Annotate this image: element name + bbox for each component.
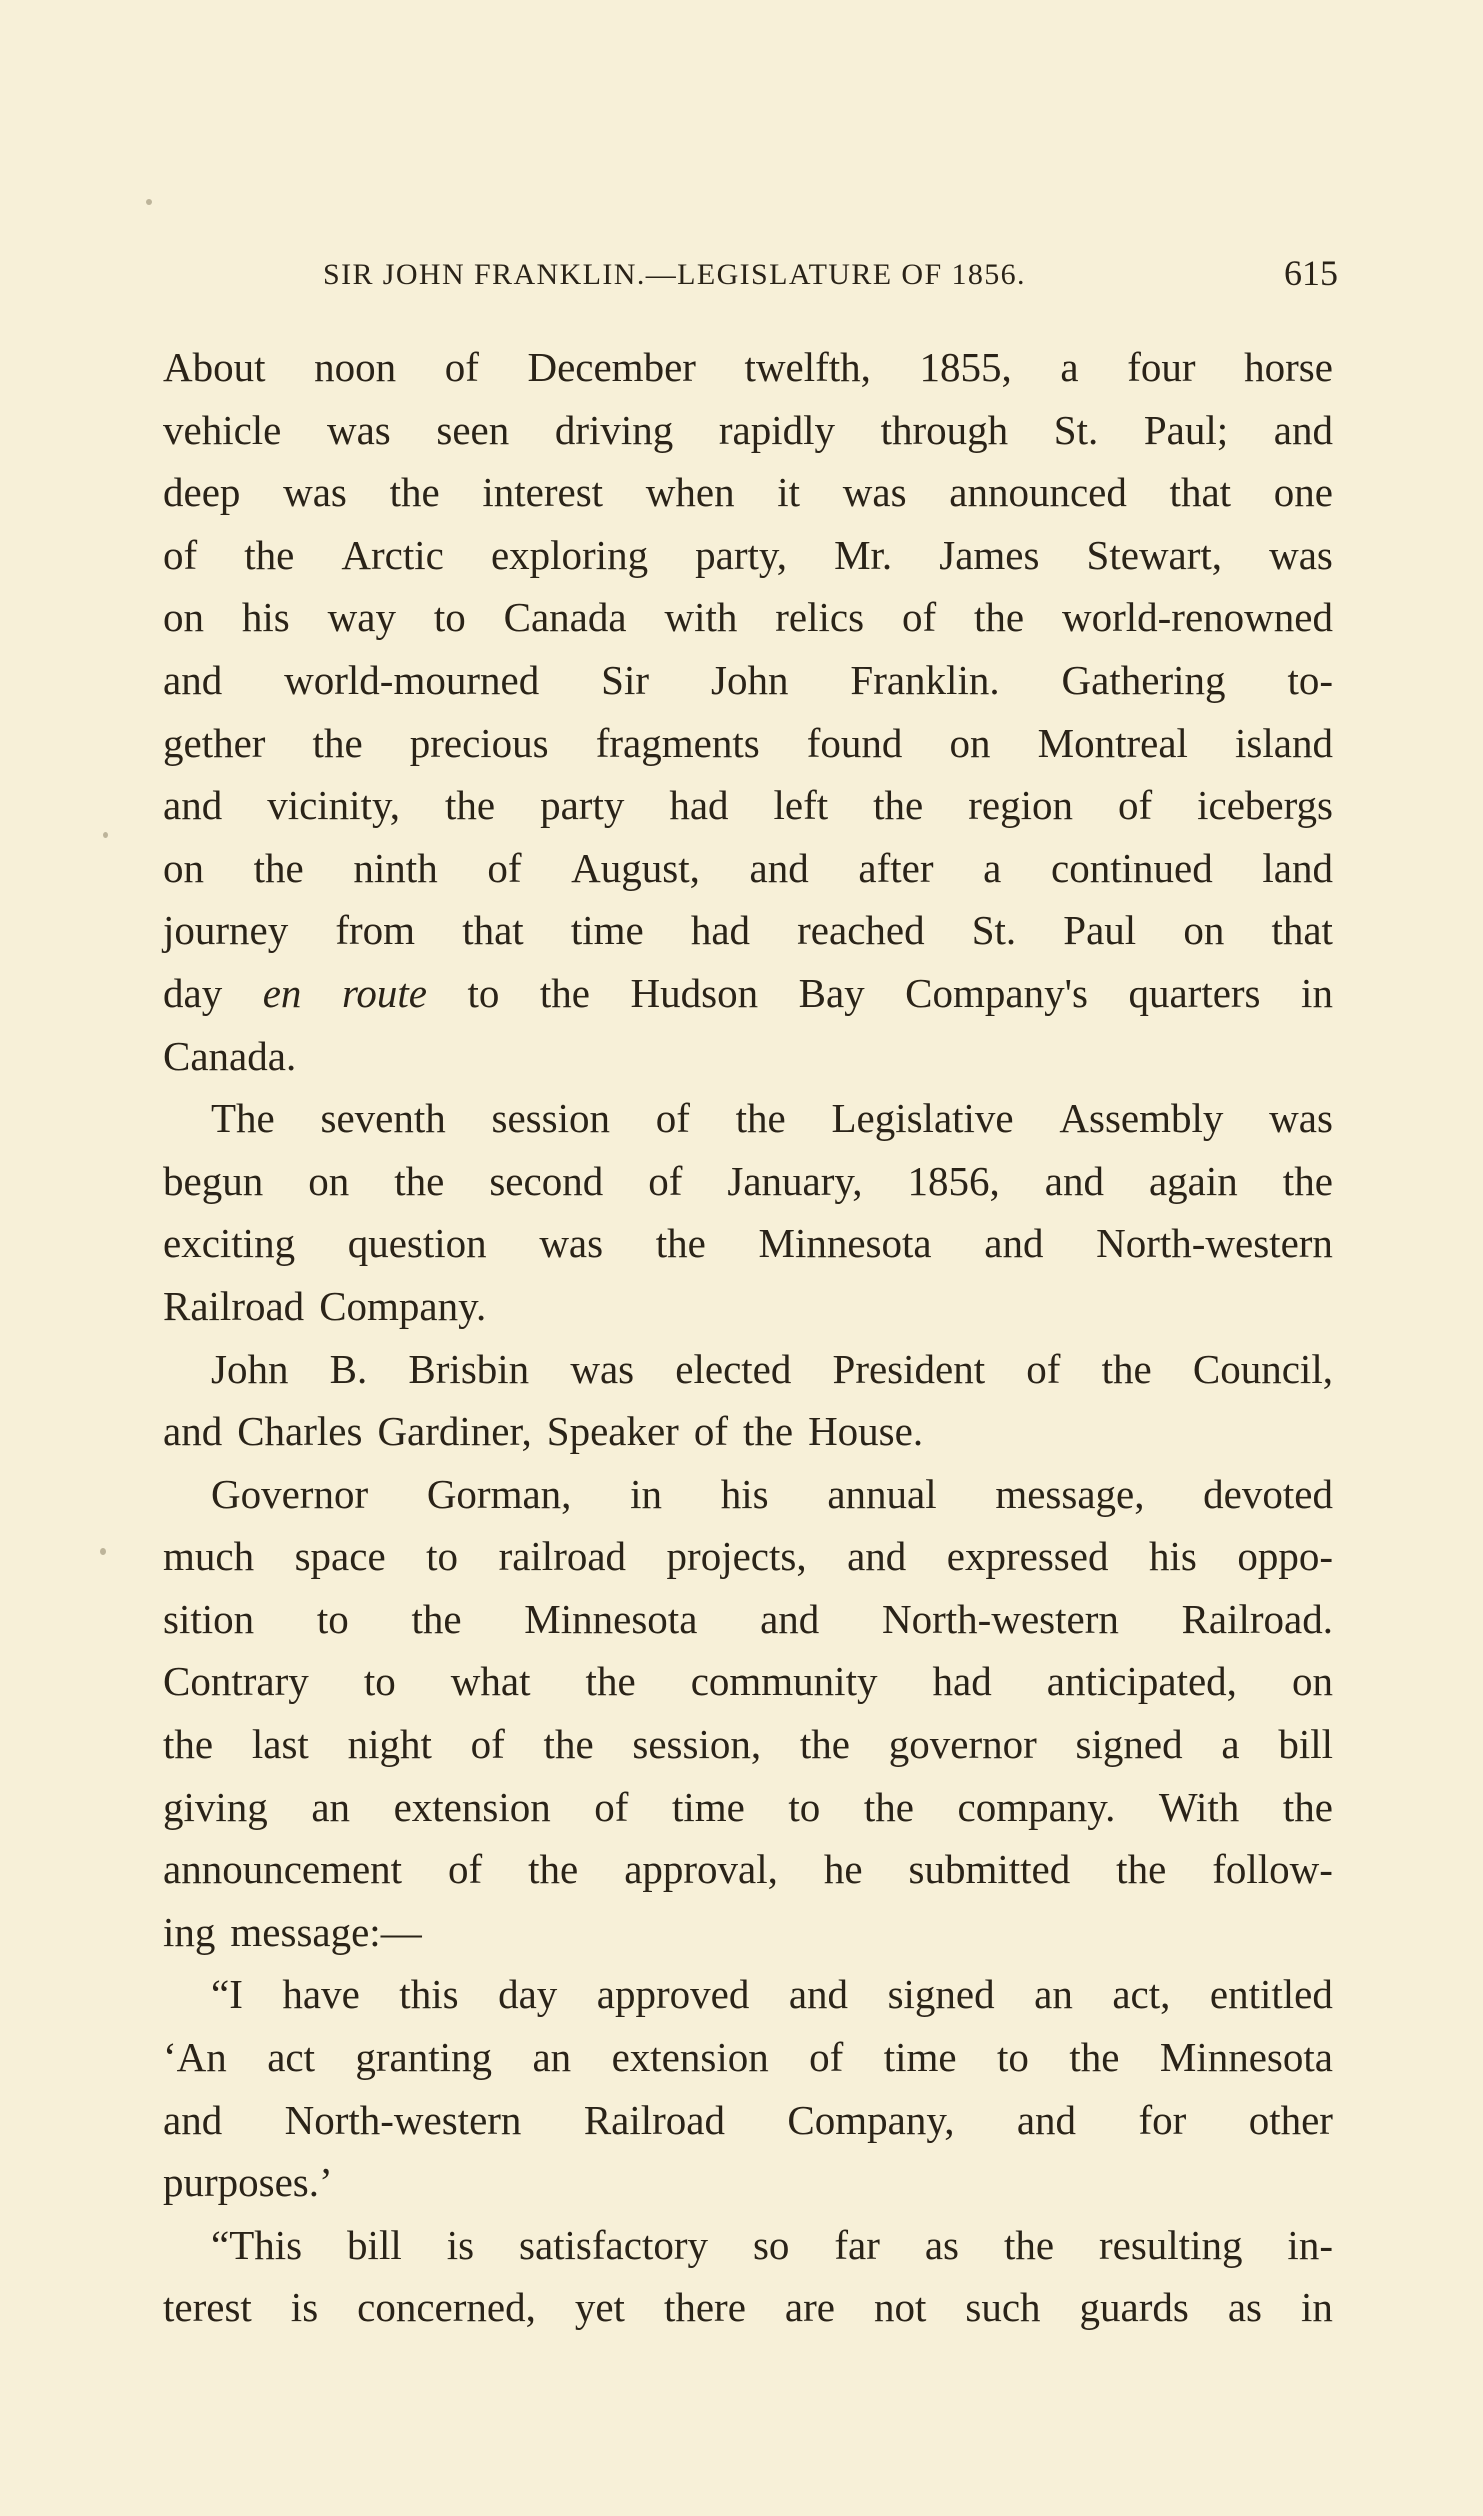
word: giving <box>163 1783 268 1830</box>
word: the <box>655 1220 706 1267</box>
word: as <box>924 2221 959 2268</box>
word: 1856, <box>907 1157 1000 1204</box>
word: session, <box>632 1721 762 1768</box>
word: the <box>873 782 924 829</box>
word: Stewart, <box>1086 531 1223 578</box>
word: the <box>1282 1157 1333 1204</box>
word: question <box>347 1220 487 1267</box>
word: an <box>1034 1971 1073 2018</box>
word: four <box>1127 344 1196 390</box>
text-line <box>163 2089 1333 2152</box>
word: John <box>211 1345 289 1392</box>
word: message, <box>995 1470 1145 1517</box>
word: on <box>1291 1658 1333 1705</box>
word: Gathering <box>1061 656 1226 703</box>
word: after <box>858 844 934 891</box>
text-line <box>163 899 1333 962</box>
word: Gardiner, <box>377 1408 532 1455</box>
word: that <box>462 907 524 954</box>
word: yet <box>574 2284 625 2331</box>
word: Council, <box>1192 1345 1333 1392</box>
text-line <box>163 962 1333 1025</box>
word: on <box>949 719 991 766</box>
word: Speaker <box>546 1408 679 1455</box>
word: Montreal <box>1037 719 1188 766</box>
word: 1855, <box>919 344 1012 390</box>
word: horse <box>1244 344 1333 390</box>
word: bill <box>1278 1721 1333 1768</box>
word: is <box>290 2284 319 2331</box>
word: in <box>1301 969 1333 1016</box>
word: the <box>244 531 295 578</box>
word: icebergs <box>1197 782 1333 829</box>
word: of <box>655 1095 690 1142</box>
word: and <box>749 844 809 891</box>
word: terest <box>163 2284 252 2331</box>
word: an <box>311 1783 351 1830</box>
word: on <box>1183 907 1225 954</box>
word: August, <box>571 844 700 891</box>
word: approval, <box>624 1846 778 1893</box>
paper-speck <box>103 832 108 838</box>
word: the <box>411 1595 462 1642</box>
word: December <box>527 344 696 390</box>
word: a <box>1221 1721 1240 1768</box>
word: governor <box>888 1721 1037 1768</box>
text-line <box>163 712 1333 775</box>
word: of <box>470 1721 505 1768</box>
text-line <box>163 2151 1333 2214</box>
word: Paul <box>1063 907 1137 954</box>
word: extension <box>393 1783 551 1830</box>
word: not <box>873 2284 927 2331</box>
word: ing <box>163 1908 216 1955</box>
word: granting <box>355 2034 493 2081</box>
word: and <box>163 656 223 703</box>
word: to <box>788 1783 821 1830</box>
word: to <box>316 1595 349 1642</box>
word: had <box>669 782 729 829</box>
text-line <box>163 1400 1333 1463</box>
word: Canada <box>503 594 627 641</box>
word: of <box>487 844 522 891</box>
word: the <box>863 1783 914 1830</box>
word: time <box>671 1783 745 1830</box>
word: he <box>823 1846 863 1893</box>
word: signed <box>887 1971 995 2018</box>
word: to <box>426 1533 459 1580</box>
text-line <box>163 1212 1333 1275</box>
word: island <box>1235 719 1333 766</box>
word: the <box>312 719 363 766</box>
word: there <box>663 2284 746 2331</box>
word: to <box>997 2034 1029 2081</box>
word: other <box>1248 2096 1333 2143</box>
word: was <box>570 1345 635 1392</box>
word: B. <box>329 1345 368 1392</box>
word: the <box>539 969 590 1016</box>
word: en <box>262 969 302 1016</box>
word: Mr. <box>834 531 893 578</box>
word: entitled <box>1209 1971 1333 2018</box>
word: world-mourned <box>284 656 540 703</box>
word: last <box>251 1721 309 1768</box>
word: North-western <box>1096 1220 1333 1267</box>
word: rapidly <box>718 406 836 453</box>
word: Governor <box>211 1470 369 1517</box>
word: The <box>211 1095 275 1142</box>
text-line <box>163 2214 1333 2277</box>
word: About <box>163 344 266 390</box>
word: gether <box>163 719 266 766</box>
word: ‘An <box>163 2034 227 2081</box>
word: noon <box>314 344 397 390</box>
word: land <box>1262 844 1333 891</box>
word: Canada. <box>163 1032 297 1079</box>
word: twelfth, <box>744 344 871 390</box>
word: announced <box>949 469 1127 516</box>
word: Railroad <box>163 1282 305 1329</box>
word: the <box>585 1658 636 1705</box>
body-text <box>163 336 1333 2339</box>
word: and <box>788 1971 849 2018</box>
word: it <box>777 469 801 516</box>
word: St. <box>971 907 1017 954</box>
word: and <box>847 1533 907 1580</box>
word: purposes.’ <box>163 2159 333 2206</box>
word: to <box>363 1658 396 1705</box>
word: the <box>163 1721 214 1768</box>
word: party, <box>695 531 787 578</box>
word: of <box>693 1408 728 1455</box>
word: sition <box>163 1595 255 1642</box>
word: and <box>1016 2096 1077 2143</box>
word: expressed <box>946 1533 1109 1580</box>
word: of <box>809 2034 844 2081</box>
word: and <box>163 1408 223 1455</box>
text-line <box>163 1087 1333 1150</box>
word: was <box>327 406 391 453</box>
word: on <box>163 594 204 641</box>
word: second <box>489 1157 604 1204</box>
word: signed <box>1075 1721 1183 1768</box>
word: and <box>984 1220 1044 1267</box>
text-line <box>163 1901 1333 1964</box>
word: the <box>799 1721 850 1768</box>
text-line <box>163 1275 1333 1338</box>
text-line <box>163 1525 1333 1588</box>
word: far <box>834 2221 880 2268</box>
text-line <box>163 1963 1333 2026</box>
word: the <box>735 1095 786 1142</box>
word: world-renowned <box>1062 594 1333 641</box>
word: in <box>1301 2284 1333 2331</box>
word: ninth <box>353 844 438 891</box>
word: of <box>1117 782 1153 829</box>
word: Contrary <box>163 1658 309 1705</box>
text-line <box>163 586 1333 649</box>
word: Company's <box>905 969 1088 1016</box>
word: of <box>448 1846 483 1893</box>
word: such <box>965 2284 1041 2331</box>
word: and <box>760 1595 820 1642</box>
word: Charles <box>237 1408 363 1455</box>
text-line <box>163 1713 1333 1776</box>
word: Company. <box>319 1282 487 1329</box>
word: Hudson <box>630 969 759 1016</box>
word: deep <box>163 469 241 516</box>
word: James <box>939 531 1040 578</box>
word: follow- <box>1212 1846 1333 1893</box>
word: of <box>1026 1345 1061 1392</box>
word: quarters <box>1128 969 1261 1016</box>
word: when <box>645 469 735 516</box>
page-header <box>0 250 1483 300</box>
word: a <box>983 844 1002 891</box>
word: John <box>710 656 789 703</box>
word: vicinity, <box>267 782 401 829</box>
word: the <box>543 1721 594 1768</box>
word: Minnesota <box>524 1595 698 1642</box>
text-line <box>163 2276 1333 2339</box>
text-line <box>163 1025 1333 1088</box>
word: of <box>163 531 198 578</box>
word: House. <box>808 1408 924 1455</box>
word: Assembly <box>1059 1095 1224 1142</box>
word: the <box>1116 1846 1167 1893</box>
word: With <box>1158 1783 1240 1830</box>
word: Arctic <box>341 531 444 578</box>
word: had <box>690 907 751 954</box>
word: the <box>253 844 304 891</box>
word: Legislative <box>831 1095 1014 1142</box>
word: exploring <box>490 531 649 578</box>
word: seventh <box>320 1095 446 1142</box>
text-line <box>163 336 1333 399</box>
word: the <box>1003 2221 1055 2268</box>
word: the <box>389 469 440 516</box>
word: the <box>1069 2034 1120 2081</box>
word: that <box>1169 469 1232 516</box>
word: projects, <box>666 1533 807 1580</box>
word: oppo- <box>1237 1533 1333 1580</box>
word: precious <box>409 719 549 766</box>
word: region <box>968 782 1073 829</box>
word: act, <box>1112 1971 1171 2018</box>
word: his <box>241 594 290 641</box>
word: and <box>1273 406 1333 453</box>
word: time <box>570 907 644 954</box>
word: of <box>648 1157 683 1204</box>
text-line <box>163 524 1333 587</box>
word: the <box>445 782 496 829</box>
word: to <box>467 969 500 1016</box>
word: North-western <box>882 1595 1119 1642</box>
word: message:— <box>230 1908 422 1955</box>
paper-speck <box>100 1548 106 1555</box>
word: Franklin. <box>850 656 1000 703</box>
word: the <box>394 1157 445 1204</box>
word: was <box>539 1220 604 1267</box>
word: Minnesota <box>758 1220 932 1267</box>
word: session <box>491 1095 610 1142</box>
word: was <box>1269 1095 1333 1142</box>
word: company. <box>957 1783 1116 1830</box>
word: railroad <box>498 1533 627 1580</box>
word: announcement <box>163 1846 403 1893</box>
word: have <box>282 1971 360 2018</box>
word: of <box>901 594 937 641</box>
word: the <box>974 594 1025 641</box>
word: reached <box>797 907 925 954</box>
text-line <box>163 774 1333 837</box>
word: fragments <box>595 719 760 766</box>
word: Paul; <box>1143 406 1229 453</box>
word: driving <box>554 406 674 453</box>
word: a <box>1060 344 1079 390</box>
word: are <box>784 2284 835 2331</box>
word: relics <box>775 594 865 641</box>
word: the <box>1282 1783 1333 1830</box>
word: devoted <box>1203 1470 1333 1517</box>
text-line <box>163 1776 1333 1839</box>
page-number: 615 <box>1284 253 1338 293</box>
text-line <box>163 837 1333 900</box>
word: on <box>163 844 204 891</box>
word: President <box>832 1345 986 1392</box>
word: journey <box>163 907 289 954</box>
word: “I <box>211 1971 243 2018</box>
running-head: SIR JOHN FRANKLIN.—LEGISLATURE OF 1856. <box>323 258 1026 291</box>
word: Bay <box>798 969 865 1016</box>
text-line <box>163 1650 1333 1713</box>
word: space <box>294 1533 386 1580</box>
word: in- <box>1287 2221 1333 2268</box>
word: that <box>1271 907 1333 954</box>
word: an <box>532 2034 572 2081</box>
word: anticipated, <box>1046 1658 1237 1705</box>
word: continued <box>1051 844 1213 891</box>
text-line <box>163 1838 1333 1901</box>
word: and <box>163 782 223 829</box>
word: vehicle <box>163 406 282 453</box>
word: was <box>1269 531 1333 578</box>
word: route <box>341 969 427 1016</box>
word: day <box>498 1971 558 2018</box>
word: left <box>773 782 829 829</box>
word: much <box>163 1533 255 1580</box>
word: act <box>267 2034 315 2081</box>
word: annual <box>827 1470 937 1517</box>
word: guards <box>1079 2284 1189 2331</box>
word: on <box>308 1157 350 1204</box>
word: of <box>444 344 479 390</box>
word: Company, <box>787 2096 955 2143</box>
word: was <box>842 469 907 516</box>
word: his <box>1148 1533 1197 1580</box>
word: concerned, <box>357 2284 536 2331</box>
word: night <box>347 1721 432 1768</box>
word: satisfactory <box>519 2221 708 2268</box>
text-line <box>163 461 1333 524</box>
word: begun <box>163 1157 264 1204</box>
word: approved <box>596 1971 750 2018</box>
word: for <box>1138 2096 1187 2143</box>
word: this <box>399 1971 459 2018</box>
word: the <box>528 1846 579 1893</box>
text-line <box>163 2026 1333 2089</box>
word: bill <box>347 2221 402 2268</box>
text-line <box>163 1588 1333 1651</box>
word: from <box>335 907 416 954</box>
word: January, <box>727 1157 863 1204</box>
word: interest <box>482 469 604 516</box>
word: Railroad. <box>1181 1595 1333 1642</box>
text-line <box>163 399 1333 462</box>
word: North-western <box>284 2096 522 2143</box>
word: elected <box>675 1345 792 1392</box>
word: party <box>540 782 625 829</box>
word: Railroad <box>583 2096 726 2143</box>
word: Minnesota <box>1159 2034 1333 2081</box>
word: “This <box>211 2221 303 2268</box>
text-line <box>163 649 1333 712</box>
text-line <box>163 1338 1333 1401</box>
word: the <box>1101 1345 1152 1392</box>
word: found <box>806 719 903 766</box>
word: submitted <box>908 1846 1071 1893</box>
word: St. <box>1053 406 1099 453</box>
word: so <box>752 2221 790 2268</box>
word: way <box>327 594 396 641</box>
word: to- <box>1287 656 1333 703</box>
word: extension <box>611 2034 769 2081</box>
word: what <box>450 1658 531 1705</box>
word: again <box>1148 1157 1238 1204</box>
word: his <box>720 1470 769 1517</box>
paper-speck <box>146 199 152 205</box>
word: had <box>932 1658 992 1705</box>
word: was <box>283 469 347 516</box>
word: time <box>883 2034 957 2081</box>
word: with <box>664 594 738 641</box>
word: the <box>742 1408 794 1455</box>
word: through <box>880 406 1009 453</box>
word: Sir <box>601 656 650 703</box>
word: as <box>1227 2284 1262 2331</box>
word: and <box>163 2096 223 2143</box>
word: Gorman, <box>426 1470 572 1517</box>
word: is <box>446 2221 475 2268</box>
word: exciting <box>163 1220 296 1267</box>
word: in <box>630 1470 663 1517</box>
word: community <box>690 1658 878 1705</box>
word: of <box>594 1783 629 1830</box>
word: seen <box>436 406 510 453</box>
text-line <box>163 1463 1333 1526</box>
text-line <box>163 1150 1333 1213</box>
word: to <box>433 594 466 641</box>
word: resulting <box>1098 2221 1243 2268</box>
word: day <box>163 969 223 1016</box>
word: and <box>1044 1157 1104 1204</box>
word: Brisbin <box>408 1345 530 1392</box>
word: one <box>1273 469 1333 516</box>
